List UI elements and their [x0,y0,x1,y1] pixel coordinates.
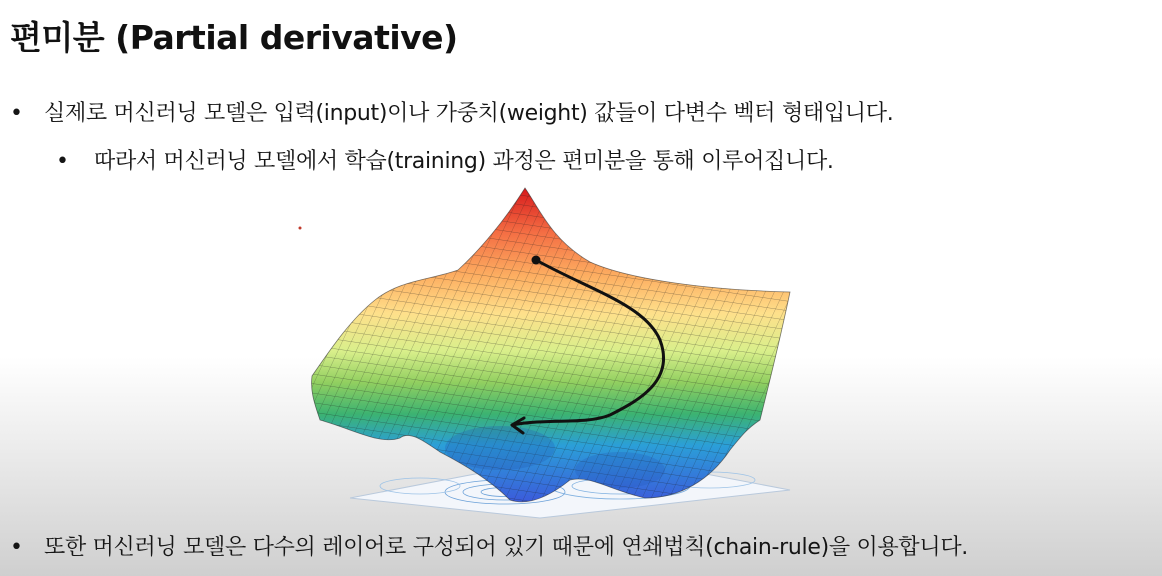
bullet-marker: • [10,101,23,126]
loss-surface-illustration [290,180,810,520]
bullet-item-2 [56,144,834,175]
stray-dot [299,227,302,230]
mesh-surface [290,180,810,520]
bullet-marker: • [56,149,69,174]
bullet-marker: • [10,535,23,560]
bullet-text-3: 또한 머신러닝 모델은 다수의 레이어로 구성되어 있기 때문에 연쇄법칙(chain-rule)을 이용합니다. [44,535,968,560]
slide-title: 편미분 (Partial derivative) [10,18,458,57]
bullet-item-3 [10,530,968,561]
bullet-text-1: 실제로 머신러닝 모델은 입력(input)이나 가중치(weight) 값들이 다변수 벡터 형태입니다. [44,101,894,126]
loss-surface-figure [290,180,810,520]
bullet-item-1 [10,96,893,127]
bullet-text-2: 따라서 머신러닝 모델에서 학습(training) 과정은 편미분을 통해 이루어집니다. [94,149,834,174]
